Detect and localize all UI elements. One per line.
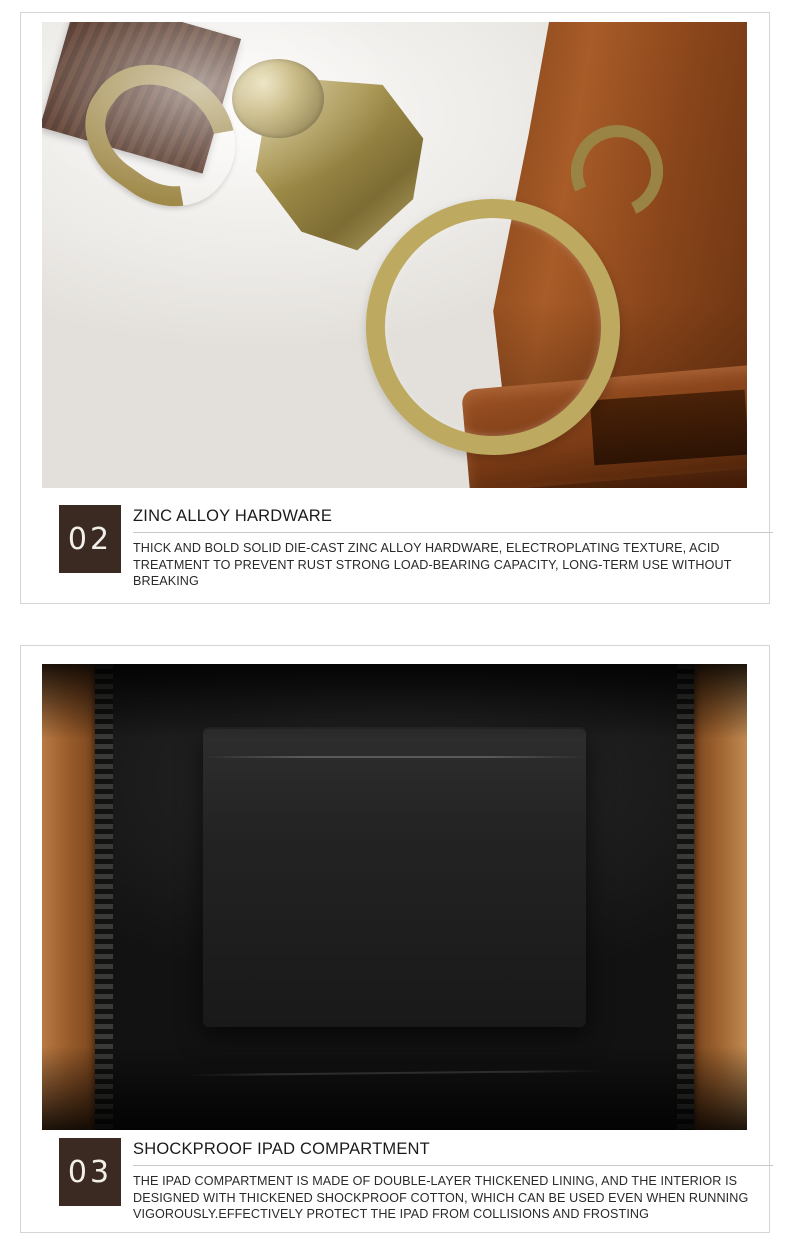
feature-title: SHOCKPROOF IPAD COMPARTMENT [133,1140,430,1158]
photo-shadow-top [42,664,747,739]
compartment-illustration [42,664,747,1130]
feature-text-group [133,1138,773,1223]
feature-text-group [133,505,773,590]
snap-clasp-swivel-head [232,59,324,138]
photo-shadow-bottom [42,1046,747,1130]
feature-block-03 [20,645,770,1233]
feature-description: THICK AND BOLD SOLID DIE-CAST ZINC ALLOY HARDWARE, ELECTROPLATING TEXTURE, ACID TREATMENT TO PREVENT RUST STRONG LOAD-BEARING CAPACITY, LONG-TERM USE WITHOUT BREAKING [133,541,732,589]
feature-caption-03 [59,1138,773,1223]
feature-block-02 [20,12,770,604]
hook-illustration [42,22,747,488]
padded-ipad-pocket [203,729,587,1027]
feature-number-badge: 02 [59,505,121,573]
feature-caption-02 [59,505,773,590]
leather-dark-band [590,389,747,465]
feature-description: THE IPAD COMPARTMENT IS MADE OF DOUBLE-LAYER THICKENED LINING, AND THE INTERIOR IS DESIGNED WITH THICKENED SHOCKPROOF COTTON, WHICH CAN BE USED EVEN WHEN RUNNING VIGOROUSLY.EFFECTIVELY PROTECT THE IPAD FROM COLLISIONS AND FROSTING [133,1174,749,1222]
ipad-compartment-photo [42,664,747,1130]
feature-title: ZINC ALLOY HARDWARE [133,507,333,525]
caption-divider [133,532,773,533]
brass-swivel-hook-photo [42,22,747,488]
feature-number-badge: 03 [59,1138,121,1206]
caption-divider [133,1165,773,1166]
